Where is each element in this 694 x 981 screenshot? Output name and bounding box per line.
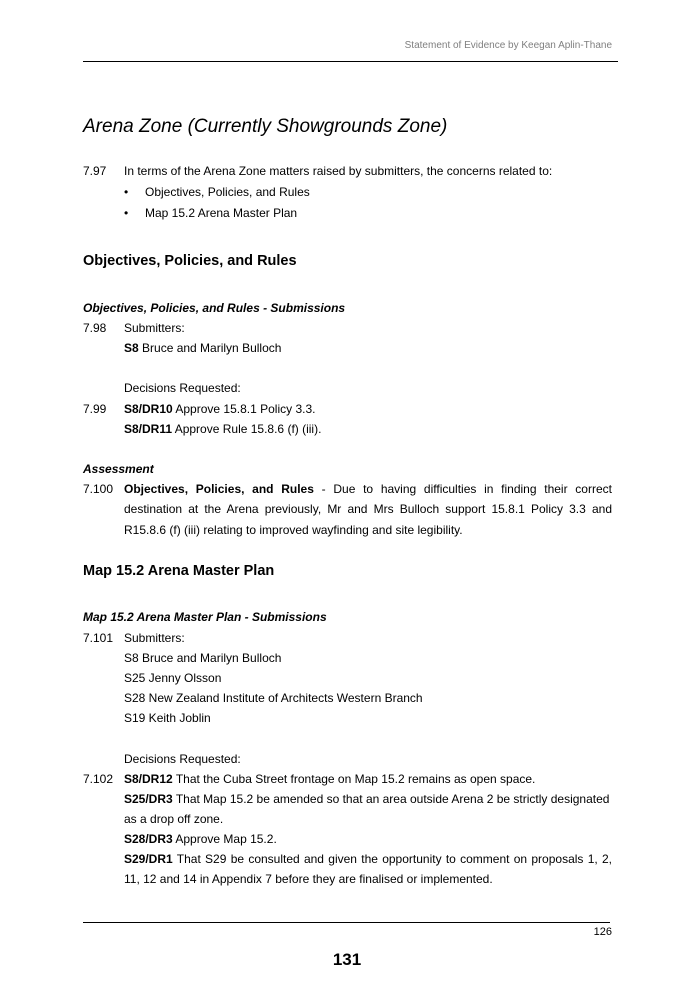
header-rule	[83, 61, 618, 62]
para-number: 7.102	[83, 772, 114, 786]
assessment-paragraph	[124, 479, 612, 540]
section-heading: Objectives, Policies, and Rules	[83, 253, 297, 269]
submitter-code: S8	[124, 341, 139, 355]
decision-code: S28/DR3	[124, 832, 173, 846]
assessment-bold: Objectives, Policies, and Rules	[124, 482, 314, 496]
assessment-heading: Assessment	[83, 462, 154, 476]
submitter-entry	[124, 341, 281, 355]
assessment-text: - Due to having difficulties in finding their correct destination at the Arena previously, Mr and Mrs Bulloch support 15.8.1 Policy 3.3 and R15.8.6 (f) (iii) relating to improved wayfinding and site legibility.	[124, 482, 612, 537]
decision-entry	[124, 772, 535, 786]
decision-text: That Map 15.2 be amended so that an area outside Arena 2 be strictly designated	[172, 792, 610, 806]
decision-text: Approve Rule 15.8.6 (f) (iii).	[172, 422, 322, 436]
submitters-label: Submitters:	[124, 631, 185, 645]
page-title: Arena Zone (Currently Showgrounds Zone)	[83, 116, 448, 137]
decisions-label: Decisions Requested:	[124, 381, 241, 395]
decision-entry	[124, 849, 612, 890]
submitter-entry: S19 Keith Joblin	[124, 711, 211, 725]
para-number: 7.97	[83, 164, 107, 178]
submissions-heading: Objectives, Policies, and Rules - Submissions	[83, 301, 346, 315]
bullet-icon: •	[124, 185, 129, 199]
submitter-entry: S25 Jenny Olsson	[124, 671, 222, 685]
submitter-name: Bruce and Marilyn Bulloch	[138, 341, 282, 355]
para-number: 7.98	[83, 321, 107, 335]
decision-text-continued: as a drop off zone.	[124, 812, 224, 826]
bullet-item: Map 15.2 Arena Master Plan	[145, 206, 298, 220]
para-number: 7.100	[83, 482, 114, 496]
decision-entry	[124, 422, 321, 436]
para-number: 7.101	[83, 631, 114, 645]
decision-entry	[124, 832, 277, 846]
decision-code: S25/DR3	[124, 792, 173, 806]
para-text: In terms of the Arena Zone matters raised by submitters, the concerns related to:	[124, 164, 553, 178]
bullet-item: Objectives, Policies, and Rules	[145, 185, 310, 199]
para-number: 7.99	[83, 402, 107, 416]
footer-rule	[83, 922, 610, 923]
decision-code: S8/DR11	[124, 422, 173, 436]
decision-text: Approve 15.8.1 Policy 3.3.	[172, 402, 316, 416]
section-heading: Map 15.2 Arena Master Plan	[83, 563, 275, 579]
decision-text: That the Cuba Street frontage on Map 15.2 remains as open space.	[172, 772, 536, 786]
decision-entry	[124, 402, 315, 416]
submitter-entry: S8 Bruce and Marilyn Bulloch	[124, 651, 282, 665]
header-text: Statement of Evidence by Keegan Aplin-Thane	[404, 40, 612, 51]
decisions-label: Decisions Requested:	[124, 752, 241, 766]
decision-code: S8/DR12	[124, 772, 173, 786]
decision-text: That S29 be consulted and given the opportunity to comment on proposals 1, 2, 11, 12 and 14 in Appendix 7 before they are finalised or implemented.	[124, 852, 612, 887]
bullet-icon: •	[124, 206, 129, 220]
decision-entry	[124, 792, 609, 806]
decision-code: S8/DR10	[124, 402, 173, 416]
submitters-label: Submitters:	[124, 321, 185, 335]
submissions-heading: Map 15.2 Arena Master Plan - Submissions	[83, 610, 327, 624]
submitter-entry: S28 New Zealand Institute of Architects Western Branch	[124, 691, 423, 705]
decision-text: Approve Map 15.2.	[172, 832, 277, 846]
footer-page-number: 126	[593, 926, 612, 938]
bundle-page-number: 131	[332, 950, 362, 969]
decision-code: S29/DR1	[124, 852, 173, 866]
